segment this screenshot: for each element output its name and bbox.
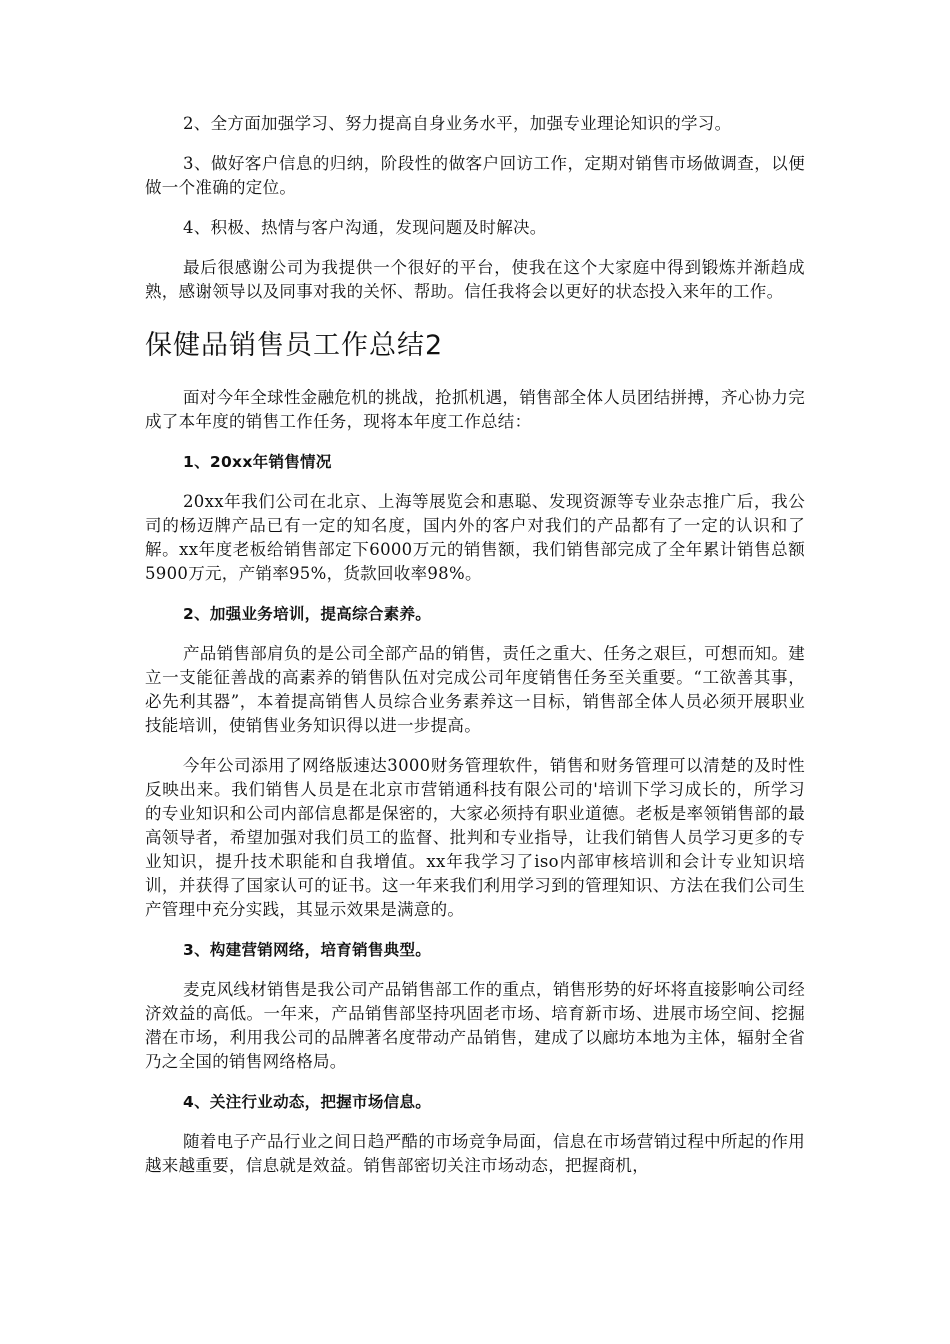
section-4-paragraph-1: 随着电子产品行业之间日趋严酷的市场竞争局面，信息在市场营销过程中所起的作用越来越重要，信息就是效益。销售部密切关注市场动态，把握商机， (145, 1132, 805, 1175)
section-heading-2: 2、加强业务培训，提高综合素养。 (183, 605, 432, 623)
section-3-paragraph-1: 麦克风线材销售是我公司产品销售部工作的重点，销售形势的好坏将直接影响公司经济效益的高低。一年来，产品销售部坚持巩固老市场、培育新市场、进展市场空间、挖掘潜在市场，利用我公司的品牌著名度带动产品销售，建成了以廊坊本地为主体，辐射全省乃之全国的销售网络格局。 (145, 980, 805, 1071)
section-title: 保健品销售员工作总结2 (145, 330, 444, 361)
section-2-paragraph-2: 今年公司添用了网络版速达3000财务管理软件，销售和财务管理可以清楚的及时性反映出来。我们销售人员是在北京市营销通科技有限公司的'培训下学习成长的，所学习的专业知识和公司内部信息都是保密的，大家必须持有职业道德。老板是率领销售部的最高领导者，希望加强对我们员工的监督、批判和专业指导，让我们销售人员学习更多的专业知识，提升技术职能和自我增值。xx年我学习了iso内部审核培训和会计专业知识培训，并获得了国家认可的证书。这一年来我们利用学习到的管理知识、方法在我们公司生产管理中充分实践，其显示效果是满意的。 (145, 756, 805, 919)
section-2-paragraph-1: 产品销售部肩负的是公司全部产品的销售，责任之重大、任务之艰巨，可想而知。建立一支能征善战的高素养的销售队伍对完成公司年度销售任务至关重要。“工欲善其事，必先利其器”，本着提高销售人员综合业务素养这一目标，销售部全体人员必须开展职业技能培训，使销售业务知识得以进一步提高。 (145, 644, 805, 735)
paragraph-top-1: 2、全方面加强学习、努力提高自身业务水平，加强专业理论知识的学习。 (183, 114, 732, 133)
intro-paragraph: 面对今年全球性金融危机的挑战，抢抓机遇，销售部全体人员团结拼搏，齐心协力完成了本年度的销售工作任务，现将本年度工作总结： (145, 388, 805, 431)
section-heading-1: 1、20xx年销售情况 (183, 453, 332, 471)
section-heading-3: 3、构建营销网络，培育销售典型。 (183, 941, 432, 959)
section-heading-4: 4、关注行业动态，把握市场信息。 (183, 1093, 432, 1111)
section-1-paragraph-1: 20xx年我们公司在北京、上海等展览会和惠聪、发现资源等专业杂志推广后，我公司的杨迈牌产品已有一定的知名度，国内外的客户对我们的产品都有了一定的认识和了解。xx年度老板给销售部定下6000万元的销售额，我们销售部完成了全年累计销售总额5900万元，产销率95%，货款回收率98%。 (145, 492, 805, 583)
document-page (145, 112, 805, 1178)
paragraph-top-4: 最后很感谢公司为我提供一个很好的平台，使我在这个大家庭中得到锻炼并渐趋成熟，感谢领导以及同事对我的关怀、帮助。信任我将会以更好的状态投入来年的工作。 (145, 258, 805, 301)
paragraph-top-2: 3、做好客户信息的归纳，阶段性的做客户回访工作，定期对销售市场做调查，以便做一个准确的定位。 (145, 154, 805, 197)
paragraph-top-3: 4、积极、热情与客户沟通，发现问题及时解决。 (183, 218, 547, 237)
